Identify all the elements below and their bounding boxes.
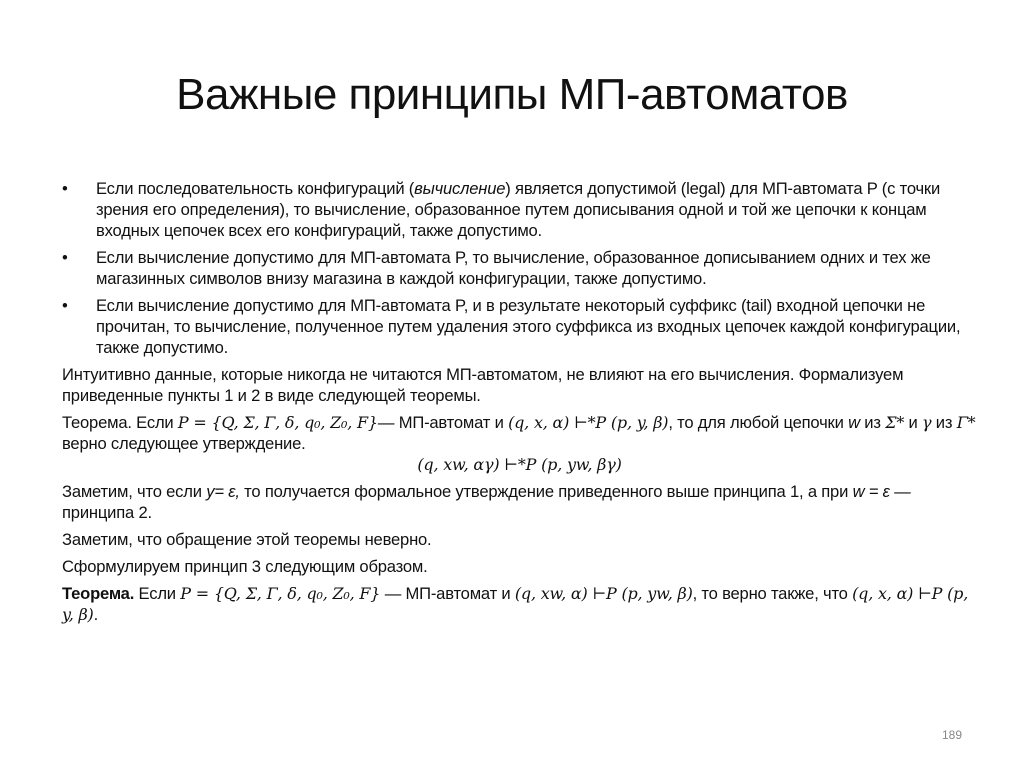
math: (q, xw, α) ⊢P (p, yw, β) [514,584,693,603]
math: P = {Q, Σ, Γ, δ, q₀, Z₀, F} [180,584,381,603]
text: — принципа 2. [62,482,911,522]
paragraph: Интуитивно данные, которые никогда не читаются МП-автоматом, не влияют на его вычисления. Формализуем приведенные пункты 1 и 2 в виде следующей теоремы. [62,365,904,405]
math: (q, x, α) ⊢P (p, y, β) [62,584,969,624]
math: y= ε, [206,482,240,501]
paragraph: Сформулируем принцип 3 следующим образом. [62,557,428,576]
paragraph: Заметим, что обращение этой теоремы неверно. [62,530,432,549]
text: ) является допустимой (legal) для МП-автомата P (с точки зрения его определения), то вычисление, образованное путем дописывания одной и той же цепочки к концам входных цепочек всех его конфигураций, также допустимо. [96,179,941,240]
bullet-item [62,295,977,358]
text: из [859,413,886,432]
math: Σ* [885,413,905,432]
math: P = {Q, Σ, Γ, δ, q₀, Z₀, F} [177,413,378,432]
math: (q, x, α) ⊢*P (p, y, β) [508,413,669,432]
math: Γ* [956,413,976,432]
math: w [848,413,860,432]
text: Заметим, что если [62,482,207,501]
theorem-1 [62,412,977,475]
bullet-item [62,247,977,289]
theorem-2 [62,583,977,625]
slide-title: Важные принципы МП-автоматов [176,70,848,119]
text: , то для любой цепочки [668,413,849,432]
bullet-icon: • [62,248,68,267]
emphasis: вычисление [414,179,506,198]
text: и [904,413,923,432]
text: — МП-автомат и [380,584,515,603]
slide-body [62,178,977,631]
text: Теорема. Если [62,413,178,432]
text: — МП-автомат и [377,413,509,432]
bullet-icon: • [62,296,68,315]
text: то получается формальное утверждение приведенного выше принципа 1, а при [239,482,853,501]
math: γ [922,413,932,432]
text: . [93,605,99,624]
math: w = ε [852,482,890,501]
paragraph [62,481,977,523]
text: Если вычисление допустимо для МП-автомата P, и в результате некоторый суффикс (tail) входной цепочки не прочитан, то вычисление, полученное путем удаления этого суффикса из входных цепочек каждой конфигурации, также допустимо. [96,296,961,357]
text: из [931,413,957,432]
bullet-item [62,178,977,241]
text: , то верно также, что [692,584,853,603]
formula: (q, xw, αγ) ⊢*P (p, yw, βγ) [417,455,622,474]
theorem-label: Теорема. [62,584,135,603]
bullet-icon: • [62,179,68,198]
text: Если [134,584,181,603]
text: Если последовательность конфигураций ( [96,179,415,198]
page-number: 189 [941,728,962,742]
text: Если вычисление допустимо для МП-автомата P, то вычисление, образованное дописыванием одних и тех же магазинных символов внизу магазина в каждой конфигурации, также допустимо. [96,248,931,288]
text: верно следующее утверждение. [62,434,306,453]
